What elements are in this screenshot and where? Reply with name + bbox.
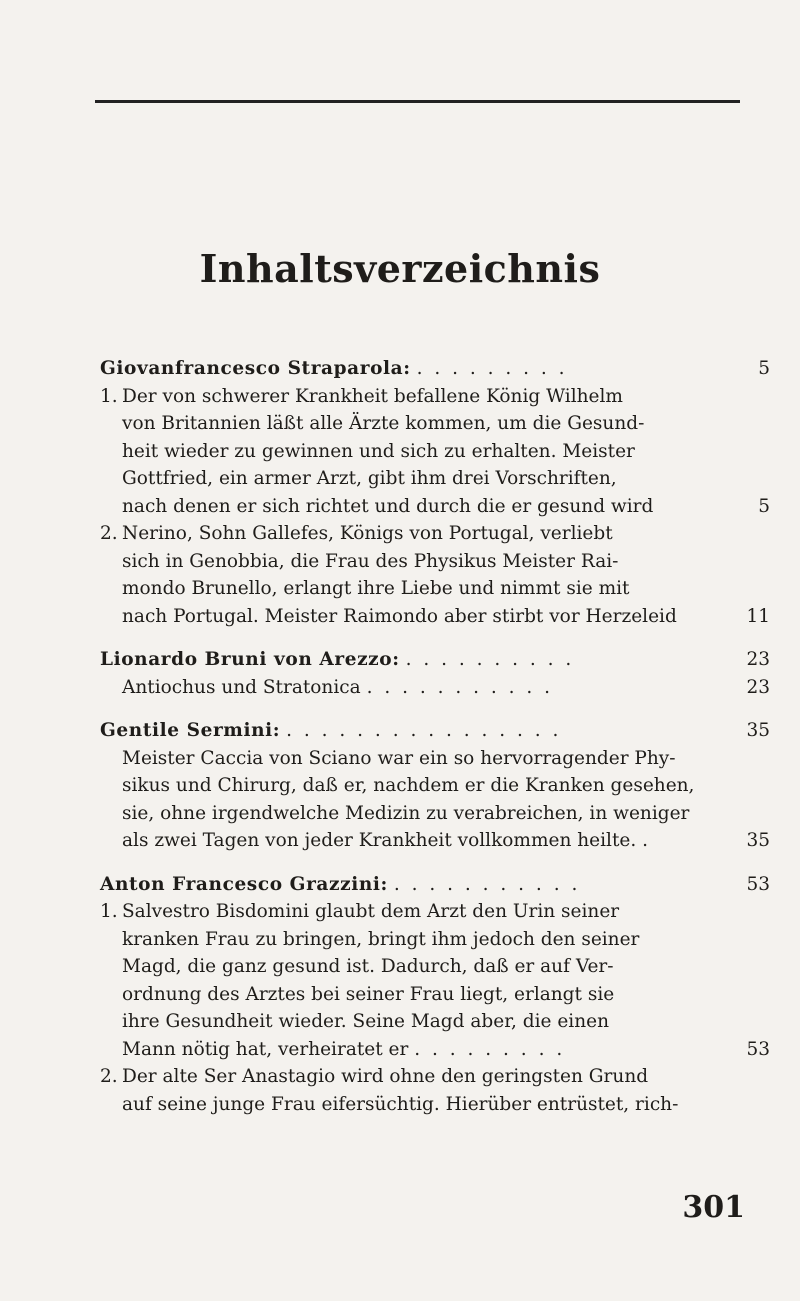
entry-text: Mann nötig hat, verheiratet er	[122, 1038, 409, 1060]
toc-entry-line	[100, 1063, 770, 1091]
page-title: Inhaltsverzeichnis	[199, 246, 601, 291]
page-ref: 5	[758, 495, 770, 517]
entry-text: Antiochus und Stratonica	[122, 676, 361, 698]
entry-text: sie, ohne irgendwelche Medizin zu verabreichen, in weniger	[122, 802, 690, 824]
entry-number: 1.	[100, 385, 118, 407]
toc-entry-line	[100, 1091, 770, 1119]
entry-number: 1.	[100, 901, 118, 922]
toc-entry-line	[100, 575, 770, 603]
leader-dots: . . . . . . . . . . .	[366, 676, 554, 698]
page-ref: 35	[746, 830, 770, 851]
leader-dots: . . . . . . . . . . .	[393, 873, 581, 895]
toc-entry-line	[100, 383, 770, 411]
entry-text: ihre Gesundheit wieder. Seine Magd aber, die einen	[122, 1011, 609, 1032]
section-author: Giovanfrancesco Straparola:	[100, 358, 411, 379]
section-author: Lionardo Bruni von Arezzo:	[100, 649, 400, 670]
section-author: Anton Francesco Grazzini:	[100, 873, 388, 895]
entry-text: von Britannien läßt alle Ärzte kommen, um die Gesund-	[122, 413, 645, 434]
toc-entry-line	[100, 926, 770, 954]
page-ref: 53	[746, 873, 770, 895]
entry-text: mondo Brunello, erlangt ihre Liebe und nimmt sie mit	[122, 578, 630, 599]
page-number: 301	[682, 1190, 745, 1225]
entry-text: Magd, die ganz gesund ist. Dadurch, daß er auf Ver-	[122, 956, 614, 977]
page-ref: 23	[746, 649, 770, 670]
leader-dots: . . . . . . . . . .	[405, 649, 575, 670]
entry-text: Nerino, Sohn Gallefes, Königs von Portugal, verliebt	[122, 523, 613, 544]
page-ref: 23	[746, 676, 770, 698]
page-ref: 11	[746, 605, 770, 627]
entry-text: Der von schwerer Krankheit befallene König Wilhelm	[122, 385, 623, 407]
toc-entry-line	[100, 438, 770, 466]
page-ref: 35	[746, 720, 770, 741]
entry-text: sikus und Chirurg, daß er, nachdem er die Kranken gesehen,	[122, 775, 695, 796]
toc-section-heading	[100, 355, 770, 383]
toc-section-heading	[100, 717, 770, 745]
entry-text: nach denen er sich richtet und durch die er gesund wird	[122, 495, 654, 517]
entry-text: nach Portugal. Meister Raimondo aber stirbt vor Herzeleid	[122, 605, 677, 627]
entry-text: ordnung des Arztes bei seiner Frau liegt, erlangt sie	[122, 983, 615, 1005]
leader-dots: .	[642, 830, 652, 851]
toc-entry-line	[100, 898, 770, 926]
leader-dots: . . . . . . . . .	[414, 1038, 566, 1060]
entry-text: Salvestro Bisdomini glaubt dem Arzt den Urin seiner	[122, 901, 620, 922]
toc-entry-line	[100, 410, 770, 438]
toc-entry-line	[100, 981, 770, 1009]
page-ref: 5	[758, 358, 770, 379]
entry-number: 2.	[100, 1066, 118, 1087]
entry-text: kranken Frau zu bringen, bringt ihm jedoch den seiner	[122, 928, 640, 950]
entry-text: Meister Caccia von Sciano war ein so hervorragender Phy-	[122, 747, 676, 769]
entry-text: sich in Genobbia, die Frau des Physikus Meister Rai-	[122, 550, 619, 572]
toc-entry-line	[100, 520, 770, 548]
toc-entry-line	[100, 827, 770, 855]
entry-text: Der alte Ser Anastagio wird ohne den geringsten Grund	[122, 1066, 649, 1087]
table-of-contents	[100, 355, 770, 1118]
leader-dots: . . . . . . . . .	[416, 358, 568, 379]
toc-entry-line	[100, 953, 770, 981]
toc-entry-line	[100, 800, 770, 828]
toc-entry-line	[100, 493, 770, 521]
toc-entry-line	[100, 465, 770, 493]
top-rule	[95, 100, 740, 103]
toc-entry-line	[100, 548, 770, 576]
toc-entry-line	[100, 745, 770, 773]
toc-section-heading	[100, 871, 770, 899]
toc-entry-line	[100, 772, 770, 800]
toc-entry-line	[100, 603, 770, 631]
entry-text: als zwei Tagen von jeder Krankheit vollkommen heilte.	[122, 830, 637, 851]
leader-dots: . . . . . . . . . . . . . . . .	[286, 720, 562, 741]
toc-section-heading	[100, 646, 770, 674]
entry-number: 2.	[100, 523, 118, 544]
entry-text: heit wieder zu gewinnen und sich zu erhalten. Meister	[122, 440, 635, 462]
page-ref: 53	[746, 1038, 770, 1060]
toc-entry-line	[100, 674, 770, 702]
entry-text: auf seine junge Frau eifersüchtig. Hierüber entrüstet, rich-	[122, 1093, 679, 1115]
entry-text: Gottfried, ein armer Arzt, gibt ihm drei Vorschriften,	[122, 468, 617, 489]
section-author: Gentile Sermini:	[100, 720, 281, 741]
toc-entry-line	[100, 1008, 770, 1036]
toc-entry-line	[100, 1036, 770, 1064]
